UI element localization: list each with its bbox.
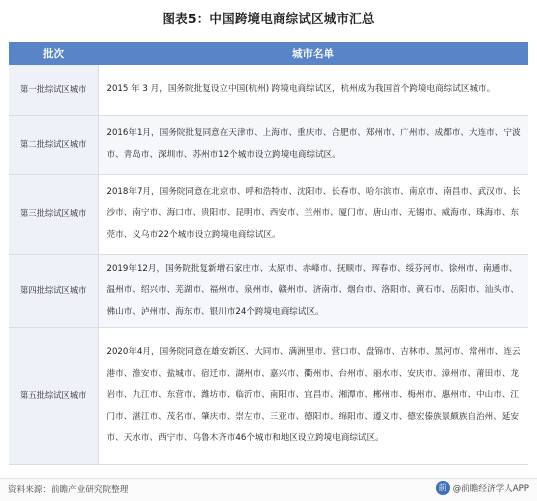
table-header-row	[9, 42, 528, 65]
source-note: 资料来源：前瞻产业研究院整理	[8, 485, 129, 495]
cities-cell: 2015 年 3 月，国务院批复设立中国(杭州) 跨境电商综试区，杭州成为我国首个跨境电商综试区城市。	[98, 65, 528, 115]
cities-cell: 2016年1月，国务院批复同意在天津市、上海市、重庆市、合肥市、郑州市、广州市、成都市、大连市、宁波市、青岛市、深圳市、苏州市12个城市设立跨境电商综试区。	[98, 115, 528, 174]
header-batch: 批次	[9, 42, 98, 65]
city-table	[9, 42, 528, 465]
batch-cell: 第四批综试区城市	[9, 254, 98, 328]
batch-cell: 第一批综试区城市	[9, 65, 98, 115]
cities-cell: 2019年12月，国务院批复新增石家庄市、太原市、赤峰市、抚顺市、珲春市、绥芬河市、徐州市、南通市、温州市、绍兴市、芜湖市、福州市、泉州市、赣州市、济南市、烟台市、洛阳市、黄石市、岳阳市、汕头市、佛山市、泸州市、海东市、银川市24个跨境电商综试区。	[98, 254, 528, 328]
cities-cell: 2020年4月，国务院同意在雄安新区、大同市、满洲里市、营口市、盘锦市、吉林市、黑河市、常州市、连云港市、淮安市、盐城市、宿迁市、湖州市、嘉兴市、衢州市、台州市、丽水市、安庆市、漳州市、莆田市、龙岩市、九江市、东营市、潍坊市、临沂市、南阳市、宜昌市、湘潭市、郴州市、梅州市、惠州市、中山市、江门市、湛江市、茂名市、肇庆市、崇左市、三亚市、德阳市、绵阳市、遵义市、德宏傣族景颇族自治州、延安市、天水市、西宁市、乌鲁木齐市46个城市和地区设立跨境电商综试区。	[98, 328, 528, 465]
batch-cell: 第三批综试区城市	[9, 174, 98, 254]
footer	[0, 478, 537, 501]
table-row	[9, 115, 528, 174]
table-row	[9, 328, 528, 465]
table-row	[9, 174, 528, 254]
table-row	[9, 65, 528, 115]
table-row	[9, 254, 528, 328]
chart-title: 图表5：中国跨境电商综试区城市汇总	[162, 11, 375, 26]
cities-cell: 2018年7月，国务院同意在北京市、呼和浩特市、沈阳市、长春市、哈尔滨市、南京市、南昌市、武汉市、长沙市、南宁市、海口市、贵阳市、昆明市、西安市、兰州市、厦门市、唐山市、无锡市、威海市、珠海市、东莞市、义乌市22个城市设立跨境电商综试区。	[98, 174, 528, 254]
brand-credit	[436, 481, 529, 495]
batch-cell: 第二批综试区城市	[9, 115, 98, 174]
brand-logo-icon: 前	[436, 481, 450, 495]
brand-label: @前瞻经济学人APP	[452, 484, 529, 494]
header-cities: 城市名单	[98, 42, 528, 65]
batch-cell: 第五批综试区城市	[9, 328, 98, 465]
